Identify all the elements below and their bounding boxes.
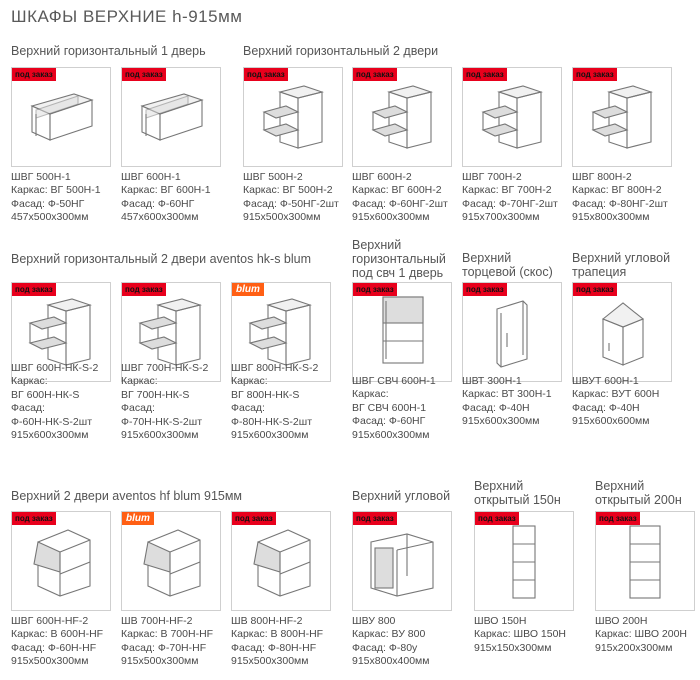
- product-info: [352, 171, 448, 225]
- product-thumbnail[interactable]: [11, 511, 111, 611]
- product-info: [352, 375, 436, 442]
- product-code: ШВГ СВЧ 600Н-1: [352, 375, 436, 387]
- section-title-open-150: Верхний открытый 150н: [474, 479, 561, 507]
- product-thumbnail[interactable]: [231, 511, 331, 611]
- product-spec-line: 915x600x600мм: [572, 415, 650, 428]
- order-badge: под заказ: [596, 512, 640, 525]
- product-spec-line: Каркас:: [121, 375, 158, 388]
- product-spec-line: 915x800x400мм: [352, 655, 430, 668]
- section-title-corner: Верхний угловой: [352, 489, 451, 503]
- section-title-horizontal-2-doors: Верхний горизонтальный 2 двери: [243, 44, 439, 58]
- product-spec-line: Фасад: Ф-70Н-HF: [121, 641, 207, 654]
- product-thumbnail[interactable]: [572, 67, 672, 167]
- product-spec-line: Фасад: Ф-50НГ-2шт: [243, 197, 339, 210]
- product-info: [572, 375, 659, 429]
- product-spec-line: Каркас: ВУТ 600Н: [572, 388, 660, 401]
- product-spec-line: 915x700x300мм: [462, 211, 540, 224]
- product-info: [11, 171, 101, 225]
- product-code: ШВГ 600Н-HF-2: [11, 615, 89, 627]
- product-thumbnail[interactable]: [352, 282, 452, 382]
- blum-logo-badge: blum: [122, 512, 154, 525]
- product-spec-line: 915x500x300мм: [121, 655, 199, 668]
- product-spec-line: 915x600x300мм: [11, 429, 89, 442]
- section-title-aventos-hk-s: Верхний горизонтальный 2 двери aventos hk-s blum: [11, 252, 312, 266]
- product-code: ШВГ 800Н-2: [572, 171, 632, 183]
- order-badge: под заказ: [12, 512, 56, 525]
- product-spec-line: ВГ 600Н-НК-S: [11, 388, 80, 401]
- product-spec-line: Ф-70Н-НК-S-2шт: [121, 415, 203, 428]
- product-spec-line: 915x500x300мм: [11, 655, 89, 668]
- product-thumbnail[interactable]: [352, 67, 452, 167]
- product-code: ШВГ 800Н-НК-S-2: [231, 362, 319, 374]
- product-code: ШВТ 300Н-1: [462, 375, 522, 387]
- section-title-end-cabinet: Верхний торцевой (скос): [462, 251, 553, 279]
- order-badge: под заказ: [353, 283, 397, 296]
- product-spec-line: Фасад:: [121, 402, 155, 415]
- product-spec-line: ВГ СВЧ 600Н-1: [352, 401, 427, 414]
- product-thumbnail[interactable]: [11, 67, 111, 167]
- order-badge: под заказ: [463, 68, 507, 81]
- product-spec-line: Каркас:: [11, 375, 48, 388]
- product-spec-line: Фасад:: [11, 402, 45, 415]
- product-spec-line: Каркас: ВГ 600Н-2: [352, 184, 442, 197]
- product-spec-line: 915x600x300мм: [352, 428, 430, 441]
- product-info: [243, 171, 339, 225]
- product-thumbnail[interactable]: [352, 511, 452, 611]
- product-info: [595, 615, 687, 655]
- product-thumbnail[interactable]: [462, 282, 562, 382]
- product-code: ШВУ 800: [352, 615, 396, 627]
- product-code: ШВГ 500Н-2: [243, 171, 303, 183]
- order-badge: под заказ: [475, 512, 519, 525]
- page-title: ШКАФЫ ВЕРХНИЕ h-915мм: [11, 7, 243, 26]
- product-info: [474, 615, 566, 655]
- product-info: [462, 171, 558, 225]
- product-spec-line: 457x500x300мм: [11, 211, 89, 224]
- order-badge: под заказ: [122, 68, 166, 81]
- product-spec-line: 915x200x300мм: [595, 641, 673, 654]
- product-thumbnail[interactable]: [243, 67, 343, 167]
- section-title-open-200: Верхний открытый 200н: [595, 479, 682, 507]
- product-code: ШВГ 700Н-НК-S-2: [121, 362, 209, 374]
- product-spec-line: Каркас: ШВО 200Н: [595, 628, 688, 641]
- product-code: ШВГ 600Н-1: [121, 171, 181, 183]
- product-info: [121, 171, 211, 225]
- order-badge: под заказ: [573, 283, 617, 296]
- blum-logo-badge: blum: [232, 283, 264, 296]
- section-title-microwave: Верхний горизонтальный под свч 1 дверь: [352, 238, 446, 280]
- product-spec-line: 915x800x300мм: [572, 211, 650, 224]
- product-spec-line: Фасад: Ф-40Н: [462, 401, 530, 414]
- product-info: [11, 362, 98, 442]
- product-spec-line: Фасад: Ф-80Н-HF: [231, 641, 317, 654]
- product-thumbnail[interactable]: [462, 67, 562, 167]
- product-spec-line: 915x500x300мм: [231, 655, 309, 668]
- product-info: [572, 171, 668, 225]
- product-spec-line: Ф-60Н-НК-S-2шт: [11, 415, 93, 428]
- product-spec-line: Каркас: ВГ 700Н-2: [462, 184, 552, 197]
- product-spec-line: 915x600x300мм: [121, 429, 199, 442]
- section-title-aventos-hf: Верхний 2 двери aventos hf blum 915мм: [11, 489, 243, 503]
- order-badge: под заказ: [573, 68, 617, 81]
- product-spec-line: Фасад: Ф-80у: [352, 641, 418, 654]
- product-spec-line: 915x500x300мм: [243, 211, 321, 224]
- product-code: ШВГ 600Н-2: [352, 171, 412, 183]
- product-code: ШВГ 500Н-1: [11, 171, 71, 183]
- product-spec-line: Каркас: ВГ 500Н-1: [11, 184, 101, 197]
- product-info: [121, 615, 213, 669]
- product-spec-line: Каркас: ШВО 150Н: [474, 628, 567, 641]
- product-thumbnail[interactable]: [572, 282, 672, 382]
- product-spec-line: Фасад:: [231, 402, 265, 415]
- order-badge: под заказ: [12, 68, 56, 81]
- product-spec-line: 457x600x300мм: [121, 211, 199, 224]
- product-spec-line: Каркас: ВГ 800Н-2: [572, 184, 662, 197]
- product-code: ШВ 700Н-HF-2: [121, 615, 193, 627]
- product-spec-line: Каркас: В 600Н-HF: [11, 628, 104, 641]
- product-spec-line: 915x600x300мм: [462, 415, 540, 428]
- product-info: [462, 375, 552, 429]
- product-spec-line: Фасад: Ф-60НГ: [121, 197, 195, 210]
- product-spec-line: Фасад: Ф-60Н-HF: [11, 641, 97, 654]
- order-badge: под заказ: [463, 283, 507, 296]
- product-info: [231, 362, 318, 442]
- order-badge: под заказ: [122, 283, 166, 296]
- product-code: ШВ 800Н-HF-2: [231, 615, 303, 627]
- product-spec-line: Каркас: В 700Н-HF: [121, 628, 214, 641]
- product-code: ШВУТ 600Н-1: [572, 375, 639, 387]
- order-badge: под заказ: [244, 68, 288, 81]
- order-badge: под заказ: [12, 283, 56, 296]
- product-spec-line: Каркас: ВГ 600Н-1: [121, 184, 211, 197]
- product-spec-line: Каркас: В 800Н-HF: [231, 628, 324, 641]
- product-spec-line: Каркас:: [352, 388, 389, 401]
- product-code: ШВГ 600Н-НК-S-2: [11, 362, 99, 374]
- product-spec-line: Каркас: ВТ 300Н-1: [462, 388, 552, 401]
- section-title-horizontal-1-door: Верхний горизонтальный 1 дверь: [11, 44, 206, 58]
- order-badge: под заказ: [353, 512, 397, 525]
- product-spec-line: 915x600x300мм: [352, 211, 430, 224]
- product-info: [11, 615, 103, 669]
- section-title-corner-trapezoid: Верхний угловой трапеция: [572, 251, 671, 279]
- product-spec-line: Фасад: Ф-40Н: [572, 401, 640, 414]
- product-spec-line: Каркас: ВГ 500Н-2: [243, 184, 333, 197]
- product-spec-line: Фасад: Ф-70НГ-2шт: [462, 197, 558, 210]
- product-spec-line: Фасад: Ф-60НГ: [352, 415, 426, 428]
- product-info: [352, 615, 430, 669]
- product-spec-line: ВГ 700Н-НК-S: [121, 388, 190, 401]
- product-code: ШВГ 700Н-2: [462, 171, 522, 183]
- product-code: ШВО 150Н: [474, 615, 527, 627]
- product-thumbnail[interactable]: [474, 511, 574, 611]
- product-info: [231, 615, 323, 669]
- product-code: ШВО 200Н: [595, 615, 648, 627]
- product-spec-line: Ф-80Н-НК-S-2шт: [231, 415, 313, 428]
- product-spec-line: Каркас: ВУ 800: [352, 628, 426, 641]
- product-info: [121, 362, 208, 442]
- product-spec-line: Фасад: Ф-50НГ: [11, 197, 85, 210]
- product-spec-line: 915x150x300мм: [474, 641, 552, 654]
- product-spec-line: 915x600x300мм: [231, 429, 309, 442]
- product-spec-line: Фасад: Ф-60НГ-2шт: [352, 197, 448, 210]
- product-spec-line: Каркас:: [231, 375, 268, 388]
- product-thumbnail[interactable]: [595, 511, 695, 611]
- product-thumbnail[interactable]: [121, 67, 221, 167]
- product-thumbnail[interactable]: [121, 511, 221, 611]
- product-spec-line: ВГ 800Н-НК-S: [231, 388, 300, 401]
- product-spec-line: Фасад: Ф-80НГ-2шт: [572, 197, 668, 210]
- order-badge: под заказ: [232, 512, 276, 525]
- order-badge: под заказ: [353, 68, 397, 81]
